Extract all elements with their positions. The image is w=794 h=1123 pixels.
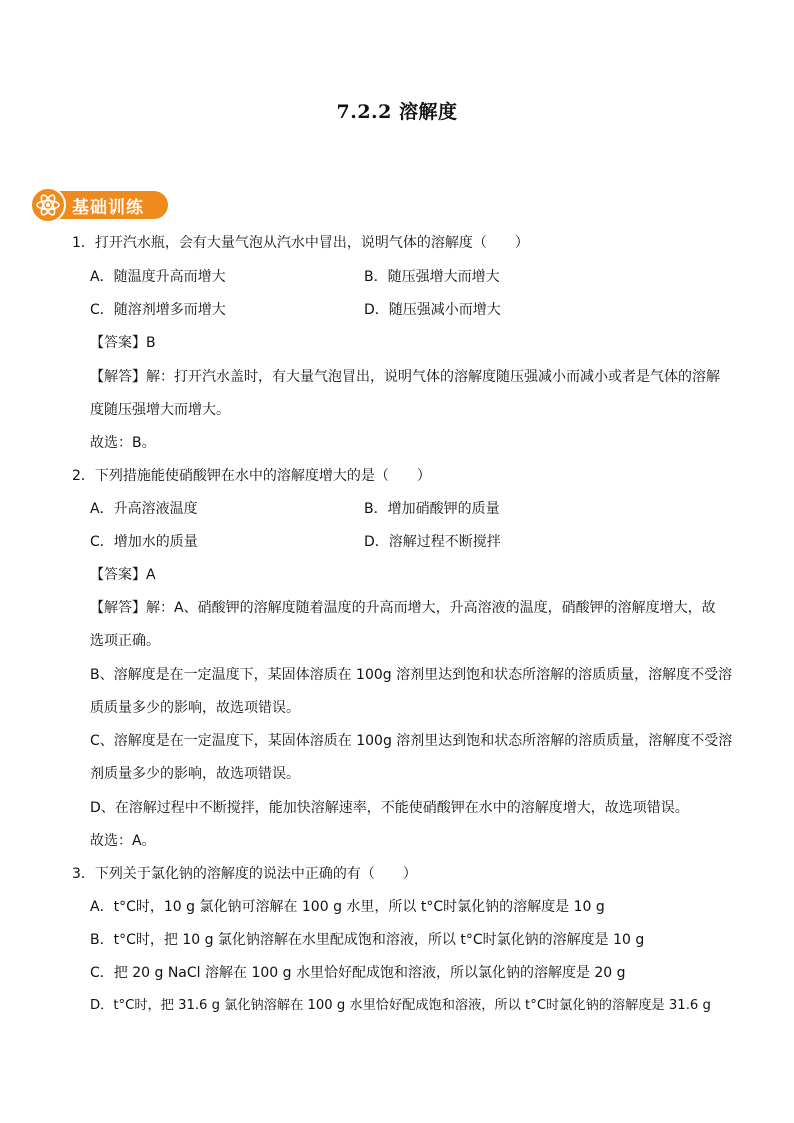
question-2-option-d: D．溶解过程不断搅拌 [364, 534, 501, 550]
question-2-option-c: C．增加水的质量 [90, 534, 198, 550]
question-1-stem: 1．打开汽水瓶，会有大量气泡从汽水中冒出，说明气体的溶解度（ ） [72, 235, 529, 251]
question-1-option-d: D．随压强减小而增大 [364, 302, 501, 318]
question-1-explanation-line: 故选：B。 [90, 435, 156, 451]
question-1-option-c: C．随溶剂增多而增大 [90, 302, 226, 318]
question-3-option-b: B．t°C时，把 10 g 氯化钠溶解在水里配成饱和溶液，所以 t°C时氯化钠的溶解度是 10 g [90, 932, 645, 948]
atom-icon [30, 187, 66, 223]
question-1-option-a: A．随温度升高而增大 [90, 269, 226, 285]
question-2-explanation-line: 【解答】解：A、硝酸钾的溶解度随着温度的升高而增大，升高溶液的温度，硝酸钾的溶解度增大，故 [90, 600, 716, 616]
question-3-option-d: D．t°C时，把 31.6 g 氯化钠溶解在 100 g 水里恰好配成饱和溶液，所以 t°C时氯化钠的溶解度是 31.6 g [90, 998, 711, 1013]
page-title: 7.2.2 溶解度 [336, 101, 458, 123]
question-2-explanation-line: B、溶解度是在一定温度下，某固体溶质在 100g 溶剂里达到饱和状态所溶解的溶质质量，溶解度不受溶 [90, 667, 733, 683]
question-1-option-b: B．随压强增大而增大 [364, 269, 500, 285]
question-2-explanation-line: 剂质量多少的影响，故选项错误。 [90, 766, 300, 782]
question-2-explanation-line: 故选：A。 [90, 833, 156, 849]
question-1-answer: 【答案】B [90, 335, 156, 351]
question-3-option-a: A．t°C时，10 g 氯化钠可溶解在 100 g 水里，所以 t°C时氯化钠的溶解度是 10 g [90, 899, 605, 915]
question-2-option-a: A．升高溶液温度 [90, 501, 198, 517]
question-3-stem: 3．下列关于氯化钠的溶解度的说法中正确的有（ ） [72, 866, 417, 882]
question-2-option-b: B．增加硝酸钾的质量 [364, 501, 500, 517]
question-2-explanation-line: 质质量多少的影响，故选项错误。 [90, 700, 300, 716]
question-2-explanation-line: 选项正确。 [90, 633, 160, 649]
question-1-explanation-line: 【解答】解：打开汽水盖时，有大量气泡冒出，说明气体的溶解度随压强减小而减小或者是气体的溶解 [90, 369, 720, 385]
section-title: 基础训练 [72, 198, 144, 218]
question-1-explanation-line: 度随压强增大而增大。 [90, 402, 230, 418]
section-banner [30, 187, 170, 221]
question-2-stem: 2．下列措施能使硝酸钾在水中的溶解度增大的是（ ） [72, 468, 431, 484]
question-2-answer: 【答案】A [90, 567, 156, 583]
question-2-explanation-line: D、在溶解过程中不断搅拌，能加快溶解速率，不能使硝酸钾在水中的溶解度增大，故选项错误。 [90, 800, 689, 816]
question-3-option-c: C．把 20 g NaCl 溶解在 100 g 水里恰好配成饱和溶液，所以氯化钠的溶解度是 20 g [90, 965, 626, 981]
question-2-explanation-line: C、溶解度是在一定温度下，某固体溶质在 100g 溶剂里达到饱和状态所溶解的溶质质量，溶解度不受溶 [90, 733, 733, 749]
